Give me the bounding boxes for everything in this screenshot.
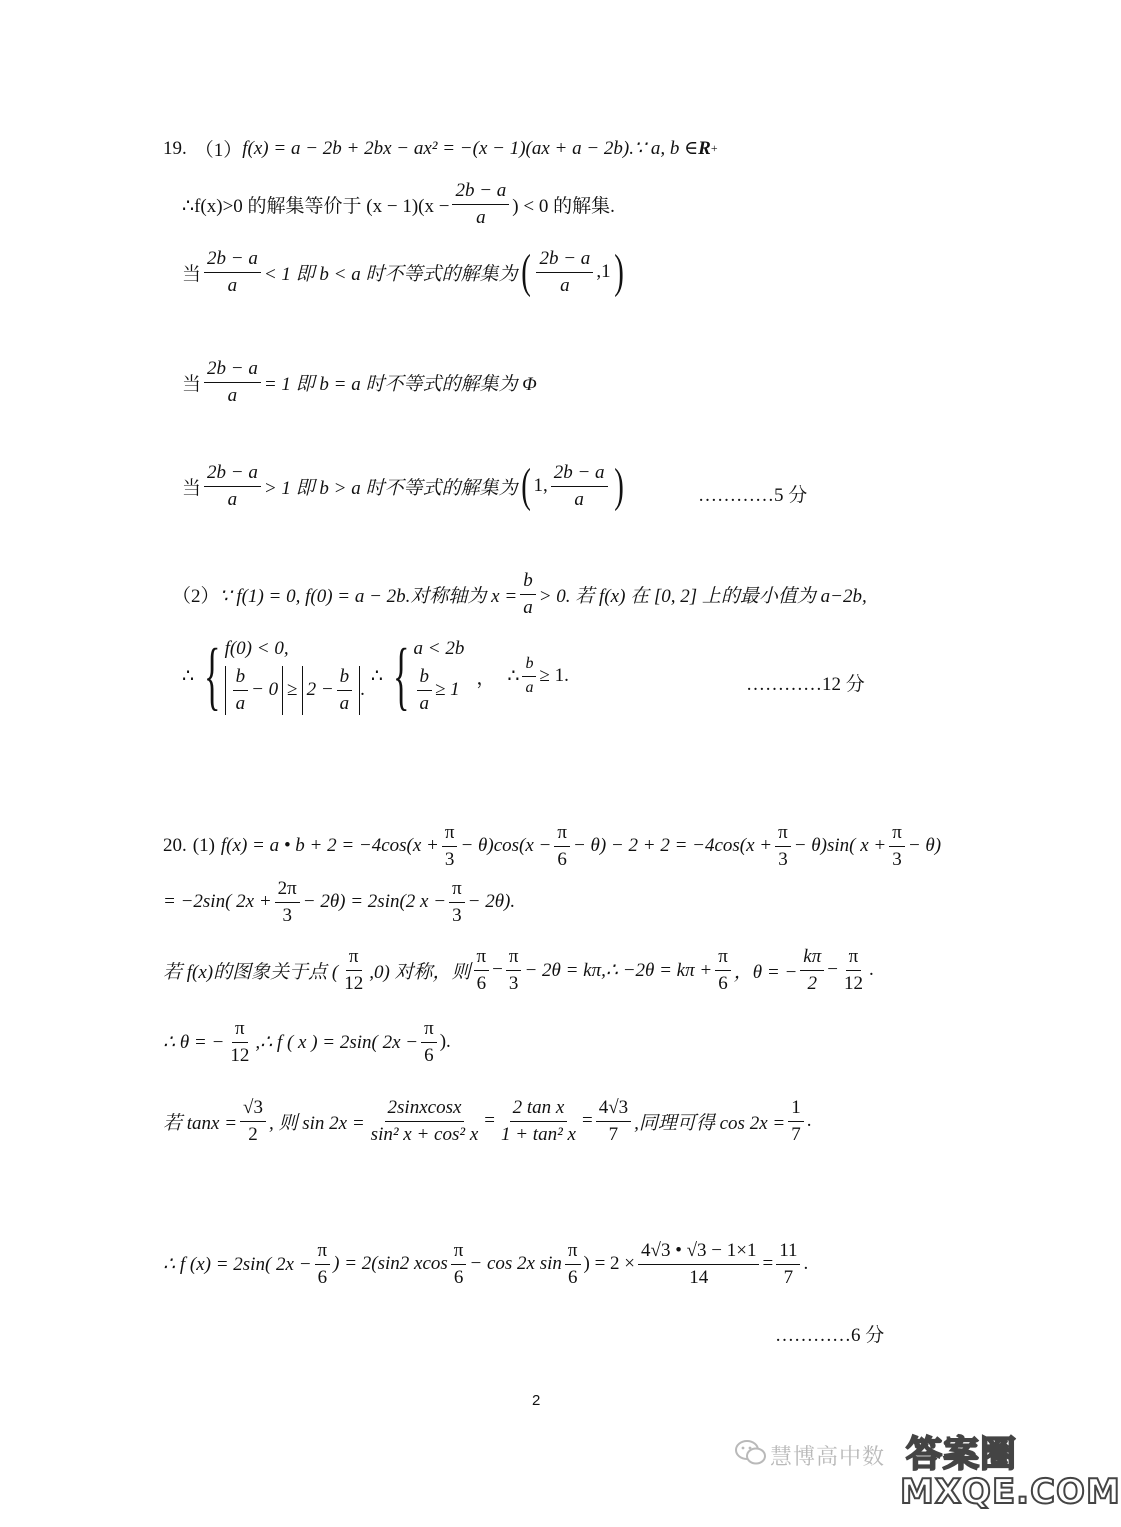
q19-number: 19. [163,137,187,159]
q19-case3-interval-frac: $\frac{2b - a}{a}$ [551,462,608,511]
q19-case3: 当 $\frac{2b - a}{a}$ > 1 即 b > a 时不等式的解集为 ( 1, $\frac{2b - a}{a}$ ) [182,459,624,513]
q19-conclusion: ≥ 1. [539,665,569,687]
q19-line2-suffix: ) < 0 的解集. [512,195,615,217]
q20-line4: ∴ θ = − $\frac{\pi}{12}$ ,∴ f ( x ) = 2sin( 2x − $\frac{\pi}{6}$ ). [163,1018,451,1066]
wechat-icon [735,1439,767,1467]
q19-case1-interval-frac: $\frac{2b - a}{a}$ [536,248,593,297]
q19-case2: 当 $\frac{2b - a}{a}$ = 1 即 b = a 时不等式的解集为 Φ [182,358,537,406]
q19-system2: { a < 2b $\frac{b}{a}$ ≥ 1 [393,634,465,719]
q19-part2-text-b: > 0. 若 f(x) 在 [0, 2] 上的最小值为 a−2b, [538,585,867,607]
q19-real-set-sup: + [710,141,718,155]
page-number: 2 [532,1392,541,1409]
watermark-url: MXQE.COM [900,1472,1121,1512]
q19-score1: …………5 分 [698,485,808,506]
q20-line6: ∴ f (x) = 2sin( 2x − $\frac{\pi}{6}$ ) = 2(sin2 xcos $\frac{\pi}{6}$ − cos 2x sin $\frac{\pi}{6}$ ) = 2 × $\frac{4√3 • √3 - 1\times 1}{14}$ = $\frac{11}{7}$ . [163,1240,809,1288]
q19-case2-frac: $\frac{2b - a}{a}$ [204,358,261,407]
q20-line2: = −2sin( 2x + $\frac{2\pi}{3}$ − 2θ) = 2sin(2 x − $\frac{\pi}{3}$ − 2θ). [163,878,516,926]
q20-line1: 20. (1) f(x) = a • b + 2 = −4cos(x + $\frac{\pi}{3}$ − θ)cos(x − $\frac{\pi}{6}$ − θ) − 2 + 2 = −4cos(x + $\frac{\pi}{3}$ − θ)sin( x + $\frac{\pi}{3}$ − θ) [163,822,942,870]
q19-system1: { f(0) < 0, $\frac{b}{a}$ − 0 ≥ 2 − $\frac{b}{a}$ . [204,634,365,719]
q19-part2-system: ∴ { f(0) < 0, $\frac{b}{a}$ − 0 ≥ 2 − $\frac{b}{a}$ . ∴ { a < 2b $\frac{b}{a}$ ≥ 1 ， ∴ $\frac{b}{a}$ ≥ 1. [182,634,569,719]
q19-case3-frac: $\frac{2b - a}{a}$ [204,462,261,511]
q19-real-set: R [698,137,711,159]
q19-conclusion-frac: $\frac{b}{a}$ [522,655,536,697]
q19-part2-line1: （2） ∵ f(1) = 0, f(0) = a − 2b.对称轴为 x = $\frac{b}{a}$ > 0. 若 f(x) 在 [0, 2] 上的最小值为 a−2b, [172,570,867,618]
q19-line1-expr: f(x) = a − 2b + 2bx − ax² = −(x − 1)(ax + a − 2b).∵ a, b ∈ [242,138,699,159]
q19-line2 [182,180,615,229]
q20-line5: 若 tanx = $\frac{√3}{2}$ , 则 sin 2x = $\frac{\text{2sinxcosx}}{\text{sin² x + cos² x}}$ = $\frac{\text{2 tan x}}{\text{1 + tan² x}}$ = $\frac{4√3}{7}$ ,同理可得 cos 2x = $\frac{1}{7}$ . [163,1097,812,1145]
q19-line2-prefix: ∴f(x)>0 的解集等价于 (x − 1)(x − [182,195,450,217]
q19-case1-text: < 1 即 b < a 时不等式的解集为 [263,263,518,285]
q19-fraction: $\frac{2b - a}{a}$ [452,180,509,229]
q19-case2-text: = 1 即 b = a 时不等式的解集为 Φ [263,373,537,395]
q20-line3: 若 f(x)的图象关于点 ( $\frac{\pi}{12}$ ,0) 对称，则 $\frac{\pi}{6}$ − $\frac{\pi}{3}$ − 2θ = kπ,∴ −2θ = kπ + $\frac{\pi}{6}$ ，θ = − $\frac{k\pi}{2}$ − $\frac{\pi}{12}$ . [163,946,874,994]
q19-part1-label: （1） [194,140,243,161]
q19-case1-frac: $\frac{2b - a}{a}$ [204,248,261,297]
q19-line1 [163,135,718,162]
q19-case1: 当 $\frac{2b - a}{a}$ < 1 即 b < a 时不等式的解集为 ( $\frac{2b - a}{a}$ ,1 ) [182,245,624,299]
q19-part2-frac: $\frac{b}{a}$ [520,570,536,619]
watermark-brand: 答案圈 [906,1434,1018,1475]
watermark-text: 慧博高中数 [770,1445,886,1470]
q19-score2: …………12 分 [746,674,865,695]
q20-score: …………6 分 [775,1325,885,1346]
q19-case3-text: > 1 即 b > a 时不等式的解集为 [263,477,518,499]
q19-part2-text-a: ∵ f(1) = 0, f(0) = a − 2b.对称轴为 x = [219,585,518,607]
